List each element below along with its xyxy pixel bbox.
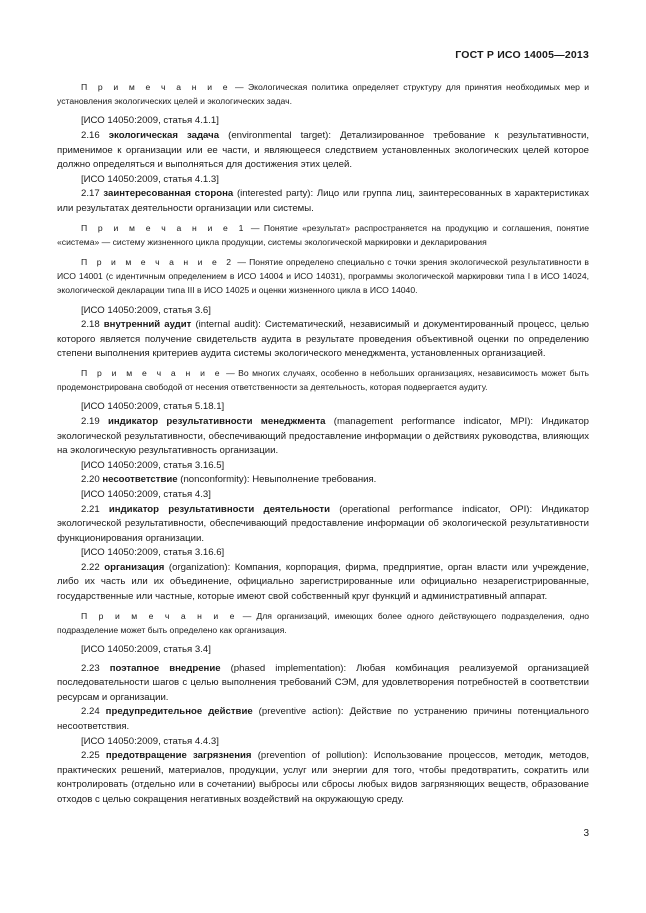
term-number: 2.19 xyxy=(81,415,108,427)
note-label: П р и м е ч а н и е xyxy=(81,82,231,92)
term-number: 2.21 xyxy=(81,503,109,515)
term-title: несоответствие xyxy=(102,474,178,486)
note xyxy=(57,255,589,298)
term-2-19 xyxy=(57,415,589,459)
note xyxy=(57,221,589,249)
note xyxy=(57,609,589,637)
term-definition: (internal audit): Систематический, независимый и документированный процесс, целью которого является получение свидетельств аудита в результате проведения объективной оценки по определению степени выполнения критериев аудита системы экологического менеджмента, установленных организацией. xyxy=(57,319,589,360)
source-reference: [ИСО 14050:2009, статья 3.16.6] xyxy=(81,547,225,559)
page-number: 3 xyxy=(583,828,589,839)
term-title: предупредительное действие xyxy=(105,706,253,718)
document-body xyxy=(57,76,589,808)
source-reference: [ИСО 14050:2009, статья 4.1.3] xyxy=(81,173,219,185)
term-definition: (management performance indicator, MPI): Индикатор экологической результативности, обеспечивающий предоставление информации о действиях руководства, влияющих на экологическую результативность организации. xyxy=(57,415,589,457)
term-title: индикатор результативности менеджмента xyxy=(107,415,326,427)
term-number: 2.18 xyxy=(81,319,104,331)
note-text: — Во многих случаях, особенно в небольших организациях, независимость может быть продемонстрирована свободой от несения ответственности за деятельность, которая подвергается аудиту. xyxy=(57,367,589,393)
term-definition: (interested party): Лицо или группа лиц, заинтересованных в характеристиках или результатах деятельности организации или системы. xyxy=(57,188,590,214)
term-number: 2.23 xyxy=(81,662,110,674)
term-definition: (environmental target): Детализированное требование к результативности, применимое к организации или ее части, и являющееся следствием установленных экологических целей которое должно определяться и выполняться для достижения этих целей. xyxy=(57,130,590,171)
term-definition: (prevention of pollution): Использование процессов, методик, методов, практических решений, материалов, продукции, услуг или энергии для того, чтобы предотвратить, сократить или контролировать (отдельно или в сочетании) выбросы или сбросы любых видов загрязняющих веществ, образование отходов с целью сокращения негативных воздействий на окружающую среду. xyxy=(57,750,589,806)
term-number: 2.22 xyxy=(81,561,105,573)
term-number: 2.24 xyxy=(81,706,106,718)
term-definition: (operational performance indicator, OPI): Индикатор экологической результативности, обеспечивающий предоставление информации об экологической результативности функционирования организации. xyxy=(57,503,589,544)
note-text: — Для организаций, имеющих более одного действующего подразделения, одно подразделение может быть определено как организация. xyxy=(57,610,589,635)
note-text: — Понятие определено специально с точки зрения экологической результативности в ИСО 14001 (с идентичным определением в ИСО 14004 и ИСО 14031), программы экологической маркировки типа I в ИСО 14024, экологической декларации типа III в ИСО 14025 и оценки жизненного цикла в ИСО 14040. xyxy=(57,256,589,296)
note-text: — Экологическая политика определяет структуру для принятия необходимых мер и установления экологических целей и экологических задач. xyxy=(57,82,589,107)
note-label: П р и м е ч а н и е xyxy=(81,610,238,621)
term-title: поэтапное внедрение xyxy=(109,662,221,674)
note-label: П р и м е ч а н и е 1 xyxy=(81,222,247,233)
term-title: экологическая задача xyxy=(108,130,220,141)
term-2-25 xyxy=(57,749,589,807)
term-definition: (preventive action): Действие по устранению причины потенциального несоответствия. xyxy=(57,706,590,733)
source-reference: [ИСО 14050:2009, статья 3.16.5] xyxy=(81,459,225,471)
note-label: П р и м е ч а н и е 2 xyxy=(81,256,235,267)
source-reference: [ИСО 14050:2009, статья 4.4.3] xyxy=(81,735,219,747)
term-title: организация xyxy=(104,561,165,573)
source-reference: [ИСО 14050:2009, статья 3.4] xyxy=(81,644,211,656)
term-2-20 xyxy=(57,473,589,488)
source-reference: [ИСО 14050:2009, статья 5.18.1] xyxy=(81,401,225,413)
term-definition: (nonconformity): Невыполнение требования. xyxy=(177,474,377,486)
term-2-24 xyxy=(57,705,589,734)
term-number: 2.16 xyxy=(81,130,109,141)
note-text: — Понятие «результат» распространяется на продукцию и соглашения, понятие «система» — систему жизненного цикла продукции, системы экологической маркировки и декларирования xyxy=(57,222,589,247)
term-number: 2.20 xyxy=(81,474,103,486)
source-reference: [ИСО 14050:2009, статья 4.1.1] xyxy=(81,115,219,127)
term-title: предотвращение загрязнения xyxy=(105,750,252,762)
term-title: заинтересованная сторона xyxy=(103,188,234,200)
term-title: внутренний аудит xyxy=(103,319,192,331)
term-2-21 xyxy=(57,503,589,547)
term-definition: (organization): Компания, корпорация, фирма, предприятие, орган власти или учреждение, либо их часть или их объединение, официально зарегистрированные или официально незарегистрированные, государственные или частные, которые имеют свой собственный круг функций и административный аппарат. xyxy=(57,561,590,603)
term-2-16 xyxy=(57,129,589,173)
term-2-17 xyxy=(57,187,589,216)
document-header: ГОСТ Р ИСО 14005—2013 xyxy=(455,49,589,61)
term-number: 2.25 xyxy=(81,750,106,762)
note xyxy=(57,366,589,394)
term-2-22 xyxy=(57,561,589,605)
source-reference: [ИСО 14050:2009, статья 4.3] xyxy=(81,488,211,500)
term-2-23 xyxy=(57,662,589,706)
note xyxy=(57,80,589,108)
term-title: индикатор результативности деятельности xyxy=(108,503,330,515)
term-definition: (phased implementation): Любая комбинация реализуемой организацией последовательности шагов с целью выполнения требований СЭМ, для удовлетворения потребностей в соответствии ресурсам и организации. xyxy=(57,662,589,703)
term-number: 2.17 xyxy=(81,188,104,200)
note-label: П р и м е ч а н и е xyxy=(81,367,223,378)
term-2-18 xyxy=(57,318,589,362)
source-reference: [ИСО 14050:2009, статья 3.6] xyxy=(81,304,211,316)
